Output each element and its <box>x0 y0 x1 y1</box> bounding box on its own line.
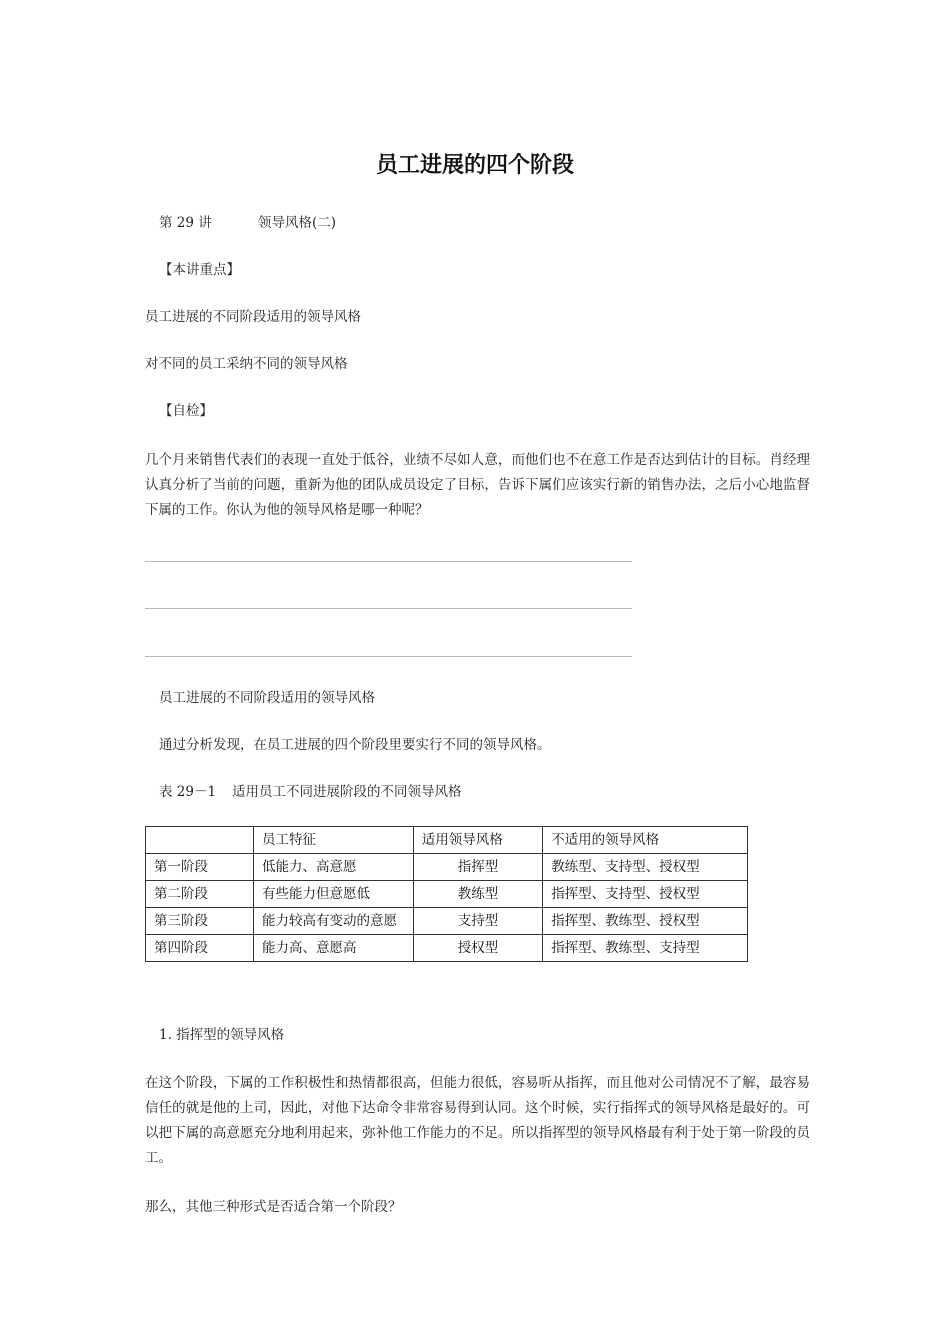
table-cell-trait: 能力高、意愿高 <box>254 935 414 962</box>
table-cell-trait: 低能力、高意愿 <box>254 854 414 881</box>
table-cell-unsuitable: 指挥型、教练型、支持型 <box>543 935 748 962</box>
table-header-cell: 适用领导风格 <box>413 827 542 854</box>
table-cell-unsuitable: 教练型、支持型、授权型 <box>543 854 748 881</box>
table-cell-suitable: 教练型 <box>413 881 542 908</box>
table-header-cell <box>146 827 254 854</box>
sub-heading: 1. 指挥型的领导风格 <box>159 1027 285 1043</box>
table-cell-stage: 第三阶段 <box>146 908 254 935</box>
table-label: 表 29－1 <box>159 784 217 800</box>
table-header-row <box>146 827 748 854</box>
question-paragraph: 那么，其他三种形式是否适合第一个阶段？ <box>145 1199 402 1215</box>
table-header-cell: 不适用的领导风格 <box>543 827 748 854</box>
focus-item: 对不同的员工采纳不同的领导风格 <box>145 356 348 372</box>
directive-paragraph: 在这个阶段，下属的工作积极性和热情都很高，但能力很低，容易听从指挥，而且他对公司情况不了解，最容易信任的就是他的上司，因此，对他下达命令非常容易得到认同。这个时候，实行指挥式的领导风格是最好的。可以把下属的高意愿充分地利用起来，弥补他工作能力的不足。所以指挥型的领导风格最有利于处于第一阶段的员工。 <box>145 1075 810 1166</box>
lecture-number: 第 29 讲 <box>159 215 212 231</box>
answer-line <box>145 608 632 609</box>
table-row <box>146 854 748 881</box>
table-cell-stage: 第二阶段 <box>146 881 254 908</box>
table-cell-unsuitable: 指挥型、支持型、授权型 <box>543 881 748 908</box>
table-cell-trait: 能力较高有变动的意愿 <box>254 908 414 935</box>
table-row <box>146 908 748 935</box>
section-intro: 通过分析发现，在员工进展的四个阶段里要实行不同的领导风格。 <box>159 737 551 753</box>
table-cell-unsuitable: 指挥型、教练型、授权型 <box>543 908 748 935</box>
table-cell-suitable: 支持型 <box>413 908 542 935</box>
lecture-topic: 领导风格(二) <box>258 215 337 231</box>
leadership-style-table <box>145 826 748 962</box>
table-cell-trait: 有些能力但意愿低 <box>254 881 414 908</box>
table-title: 适用员工不同进展阶段的不同领导风格 <box>232 784 462 800</box>
answer-line <box>145 656 632 657</box>
answer-line <box>145 561 632 562</box>
table-row <box>146 881 748 908</box>
table-cell-stage: 第一阶段 <box>146 854 254 881</box>
selfcheck-heading: 【自检】 <box>159 403 213 419</box>
table-header-cell: 员工特征 <box>254 827 414 854</box>
section-heading: 员工进展的不同阶段适用的领导风格 <box>159 690 375 706</box>
page-title: 员工进展的四个阶段 <box>375 153 574 178</box>
table-cell-suitable: 授权型 <box>413 935 542 962</box>
selfcheck-paragraph: 几个月来销售代表们的表现一直处于低谷，业绩不尽如人意，而他们也不在意工作是否达到估计的目标。肖经理认真分析了当前的问题，重新为他的团队成员设定了目标，告诉下属们应该实行新的销售办法，之后小心地监督下属的工作。你认为他的领导风格是哪一种呢？ <box>145 452 810 518</box>
table-cell-suitable: 指挥型 <box>413 854 542 881</box>
focus-item: 员工进展的不同阶段适用的领导风格 <box>145 309 361 325</box>
table-cell-stage: 第四阶段 <box>146 935 254 962</box>
focus-heading: 【本讲重点】 <box>159 262 240 278</box>
table-row <box>146 935 748 962</box>
